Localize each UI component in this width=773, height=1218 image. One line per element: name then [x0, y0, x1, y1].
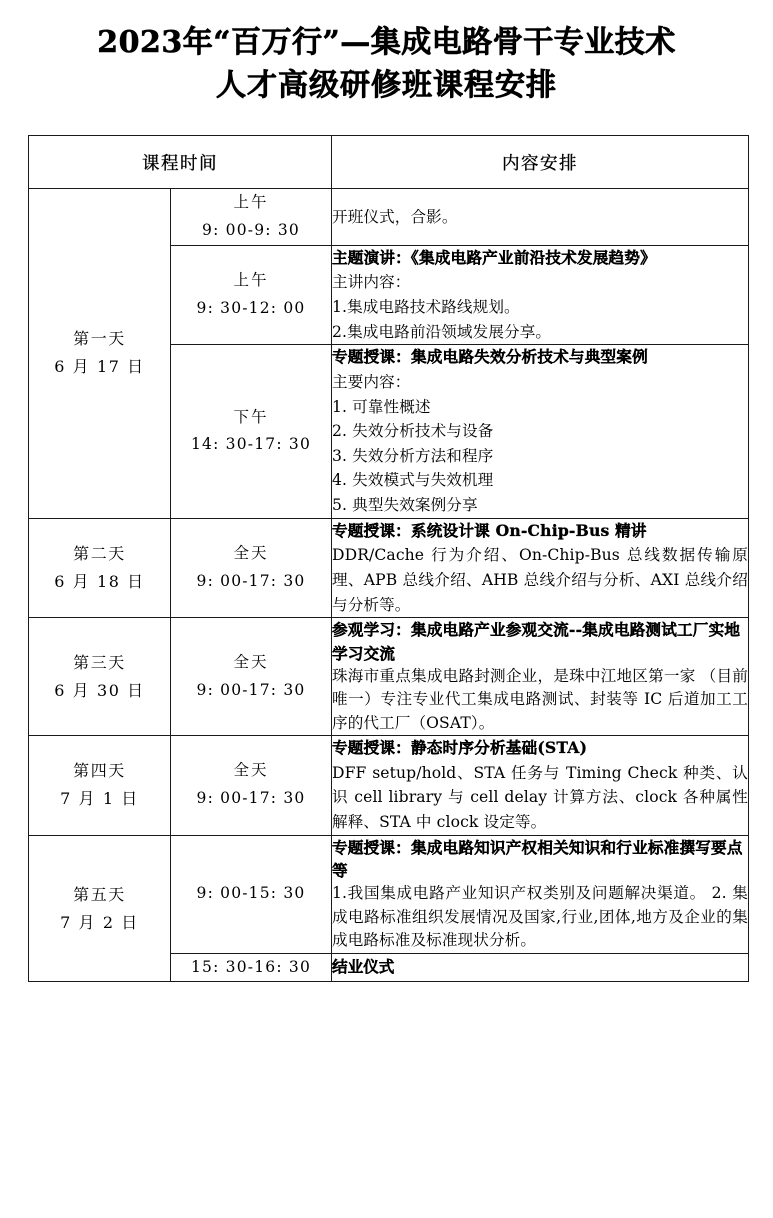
time-period-label: 全天: [233, 544, 269, 563]
content-line: 5. 典型失效案例分享: [332, 496, 478, 515]
table-row: [29, 189, 749, 246]
time-range-label: 9: 00-17: 30: [196, 789, 306, 808]
title-line-2: 人才高级研修班课程安排: [216, 67, 557, 103]
content-line: 开班仪式，合影。: [332, 207, 458, 226]
table-row: [29, 518, 749, 618]
header-course-time: 课程时间: [29, 136, 332, 189]
content-cell: [332, 189, 749, 246]
time-period-label: 下午: [233, 407, 269, 426]
time-period-label: 上午: [233, 193, 269, 211]
time-period-label: 全天: [233, 761, 269, 780]
date-label: 6 月 17 日: [54, 357, 145, 377]
time-cell: [171, 953, 332, 982]
time-range-label: 9: 00-9: 30: [202, 220, 300, 239]
date-label: 6 月 18 日: [54, 571, 145, 591]
time-range-label: 9: 00-15: 30: [196, 884, 306, 903]
course-schedule-table: [28, 135, 749, 982]
day-label: 第五天: [73, 884, 126, 904]
content-cell: [332, 518, 749, 618]
time-period-label: 上午: [233, 271, 269, 290]
schedule-table-wrapper: [28, 135, 748, 982]
day-label: 第一天: [73, 329, 126, 349]
day-label: 第三天: [73, 652, 126, 672]
time-range-label: 14: 30-17: 30: [190, 435, 312, 454]
content-cell: [332, 345, 749, 518]
content-cell: [332, 953, 749, 982]
time-cell: [171, 518, 332, 618]
content-line: 3. 失效分析方法和程序: [332, 446, 494, 465]
page-title: [0, 0, 773, 107]
time-range-label: 9: 30-12: 00: [196, 299, 306, 318]
content-heading: 主题演讲：《集成电路产业前沿技术发展趋势》: [332, 247, 656, 267]
day-cell-1: [29, 189, 171, 519]
content-line: 4. 失效模式与失效机理: [332, 471, 494, 490]
content-line: 1. 可靠性概述: [332, 397, 431, 416]
table-row: [29, 618, 749, 736]
day-cell-5: [29, 835, 171, 982]
time-range-label: 9: 00-17: 30: [196, 680, 306, 699]
content-cell: [332, 736, 749, 836]
day-label: 第四天: [73, 761, 126, 781]
date-label: 6 月 30 日: [54, 680, 145, 700]
content-cell: [332, 245, 749, 345]
time-cell: [171, 245, 332, 345]
day-cell-3: [29, 618, 171, 736]
day-cell-2: [29, 518, 171, 618]
content-heading: 专题授课：集成电路失效分析技术与典型案例: [332, 347, 648, 367]
content-heading: 结业仪式: [332, 957, 395, 977]
content-paragraph: DDR/Cache 行为介绍、On-Chip-Bus 总线数据传输原理、APB 总线介绍、AHB 总线介绍与分析、AXI 总线介绍与分析等。: [332, 546, 748, 614]
header-content-arrangement: 内容安排: [332, 136, 749, 189]
table-row: [29, 736, 749, 836]
content-heading: 参观学习：集成电路产业参观交流--集成电路测试工厂实地学习交流: [332, 620, 741, 663]
table-row: [29, 835, 749, 953]
time-cell: [171, 835, 332, 953]
time-range-label: 15: 30-16: 30: [190, 957, 312, 976]
day-cell-4: [29, 736, 171, 836]
title-line-1: 2023年“百万行”—集成电路骨干专业技术: [97, 25, 676, 60]
content-paragraph: DFF setup/hold、STA 任务与 Timing Check 种类、认识 cell library 与 cell delay 计算方法、clock 各种属性解释、STA 中 clock 设定等。: [332, 763, 748, 831]
time-cell: [171, 736, 332, 836]
content-line: 主要内容：: [332, 372, 411, 391]
content-paragraph: 1.我国集成电路产业知识产权类别及问题解决渠道。 2. 集成电路标准组织发展情况及国家,行业,团体,地方及企业的集成电路标准及标准现状分析。: [332, 884, 748, 950]
content-paragraph: 珠海市重点集成电路封测企业，是珠中江地区第一家 （目前唯一）专注专业代工集成电路测试、封装等 IC 后道加工工序的代工厂（OSAT）。: [332, 666, 748, 732]
time-cell: [171, 618, 332, 736]
date-label: 7 月 1 日: [60, 789, 139, 809]
content-heading: 专题授课：系统设计课 On-Chip-Bus 精讲: [332, 520, 647, 540]
day-label: 第二天: [73, 543, 126, 563]
content-line: 主讲内容：: [332, 273, 411, 292]
content-line: 2.集成电路前沿领域发展分享。: [332, 322, 552, 341]
content-cell: [332, 618, 749, 736]
content-heading: 专题授课：集成电路知识产权相关知识和行业标准撰写要点等: [332, 837, 743, 880]
time-cell: [171, 345, 332, 518]
content-line: 1.集成电路技术路线规划。: [332, 298, 520, 317]
content-cell: [332, 835, 749, 953]
date-label: 7 月 2 日: [60, 912, 139, 932]
content-line: 2. 失效分析技术与设备: [332, 422, 494, 441]
table-header-row: [29, 136, 749, 189]
time-period-label: 全天: [233, 652, 269, 671]
time-cell: [171, 189, 332, 246]
time-range-label: 9: 00-17: 30: [196, 571, 306, 590]
content-heading: 专题授课：静态时序分析基础(STA): [332, 738, 588, 758]
